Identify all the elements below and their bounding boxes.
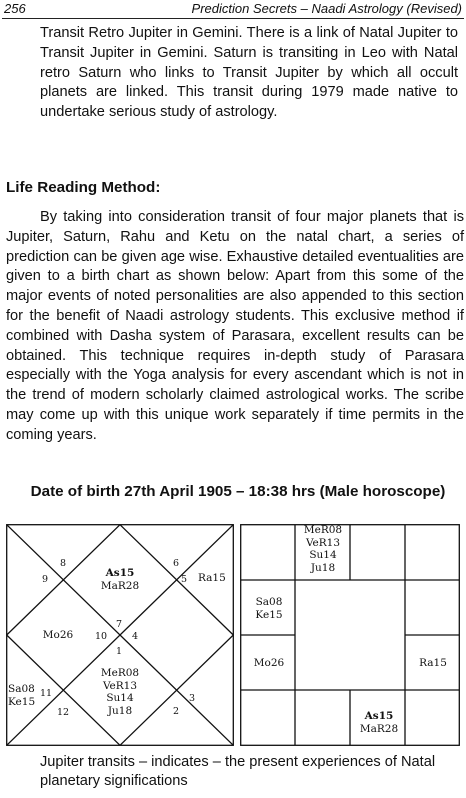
planet-sun: Su14 [309, 549, 337, 561]
north-house-left-planets [40, 629, 76, 642]
south-left-upper-cell-planets [244, 596, 294, 621]
planet-venus: VeR13 [305, 536, 341, 549]
page-number: 256 [4, 1, 26, 16]
south-bottom-cell-planets [352, 710, 406, 735]
planet-mercury: MeR08 [100, 667, 140, 679]
house-number-1: 1 [115, 646, 123, 657]
house-number-10: 10 [94, 631, 108, 642]
south-indian-chart [240, 524, 460, 746]
planet-saturn: Sa08 [8, 683, 35, 695]
planet-ketu: Ke15 [8, 695, 36, 708]
house-number-7: 7 [115, 619, 123, 630]
running-title: Prediction Secrets – Naadi Astrology (Revised) [191, 1, 462, 16]
south-left-lower-cell-planets [244, 657, 294, 670]
house-number-11: 11 [39, 688, 53, 699]
planet-venus: VeR13 [102, 679, 138, 692]
running-header [2, 0, 464, 19]
planet-mars: MaR28 [359, 722, 399, 735]
paragraph-transit-jupiter: Transit Retro Jupiter in Gemini. There is a link of Natal Jupiter to Transit Jupiter in Gemini. Saturn is transiting in Leo with Natal retro Saturn who links to Transit Jupiter by which all occult planets are linked. This transit during 1979 made native to undertake serious study of astrology. [40, 25, 458, 121]
planet-rahu: Ra15 [419, 657, 447, 669]
planet-saturn: Sa08 [255, 596, 283, 608]
planet-mercury: MeR08 [303, 524, 343, 536]
house-number-12: 12 [56, 707, 70, 718]
planet-jupiter: Ju18 [310, 561, 336, 574]
planet-ascendant: As15 [364, 710, 394, 722]
house-number-4: 4 [131, 631, 139, 642]
planet-moon: Mo26 [253, 657, 285, 669]
planet-rahu: Ra15 [198, 572, 226, 584]
house-number-8: 8 [59, 558, 67, 569]
chart-title: Date of birth 27th April 1905 – 18:38 hrs (Male horoscope) [30, 483, 446, 500]
north-house-bottom-planets [92, 667, 148, 717]
section-heading: Life Reading Method: [6, 179, 161, 196]
house-number-9: 9 [41, 574, 49, 585]
north-house-right-top-planets [198, 572, 232, 585]
north-house-top-planets [92, 567, 148, 592]
south-top-cell-planets [296, 524, 350, 574]
house-number-2: 2 [172, 706, 180, 717]
planet-ketu: Ke15 [255, 608, 283, 621]
north-house-left-bottom-planets [8, 683, 36, 708]
house-number-3: 3 [188, 693, 196, 704]
planet-moon: Mo26 [42, 629, 74, 641]
planet-jupiter: Ju18 [107, 704, 133, 717]
chart-caption: Jupiter transits – indicates – the present experiences of Natal planetary significations [40, 754, 436, 789]
paragraph-life-reading: By taking into consideration transit of four major planets that is Jupiter, Saturn, Rahu and Ketu on the natal chart, a series of prediction can be given age wise. Exhaustive detailed eventualities are given to a birth chart as shown below: Apart from this some of the major events of noted personalities are also appended to this section for the benefit of Naadi astrology students. This exclusive method if combined with Dasha system of Parasara, excellent results can be obtained. This technique requires in-depth study of Parasara especially with the Yoga analysis for every ascendant which is not in the trend of modern scholarly claimed astrological works. The scribe may come up with this unique work separately if time permits in the coming years. [6, 209, 464, 443]
planet-mars: MaR28 [100, 579, 140, 592]
south-right-lower-cell-planets [408, 657, 458, 670]
house-number-6: 6 [172, 558, 180, 569]
house-number-5: 5 [180, 574, 188, 585]
planet-ascendant: As15 [105, 567, 135, 579]
planet-sun: Su14 [106, 692, 134, 704]
